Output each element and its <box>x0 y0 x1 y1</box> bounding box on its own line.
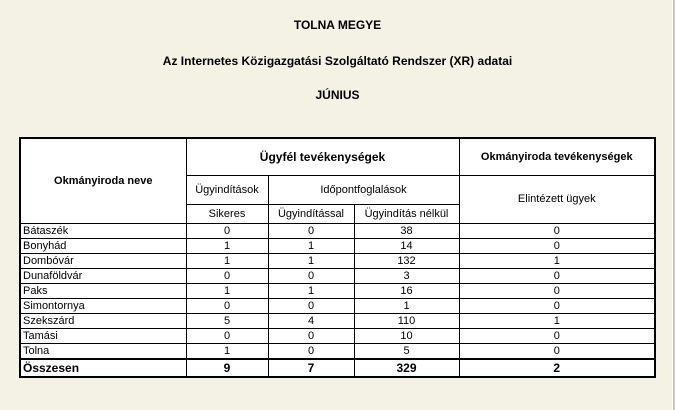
with-initiation-cell: 1 <box>268 254 354 269</box>
office-name-cell: Szekszárd <box>20 314 186 329</box>
table-row <box>20 329 655 344</box>
header-client-activities: Ügyfél tevékenységek <box>186 138 459 176</box>
handled-cell: 0 <box>459 299 655 314</box>
total-label-cell: Összesen <box>20 359 186 377</box>
header-handled-cases: Elintézett ügyek <box>459 176 655 224</box>
handled-cell: 0 <box>459 224 655 239</box>
without-initiation-cell: 16 <box>354 284 459 299</box>
with-initiation-cell: 0 <box>268 224 354 239</box>
without-initiation-cell: 132 <box>354 254 459 269</box>
header-successful: Sikeres <box>186 205 268 224</box>
without-initiation-cell: 38 <box>354 224 459 239</box>
table-row <box>20 299 655 314</box>
without-initiation-cell: 110 <box>354 314 459 329</box>
header-office-activities: Okmányiroda tevékenységek <box>459 138 655 176</box>
without-initiation-cell: 1 <box>354 299 459 314</box>
without-initiation-cell: 5 <box>354 344 459 360</box>
successful-cell: 0 <box>186 299 268 314</box>
office-name-cell: Tolna <box>20 344 186 360</box>
table-row <box>20 254 655 269</box>
statistics-table <box>19 137 656 378</box>
office-name-cell: Bátaszék <box>20 224 186 239</box>
with-initiation-cell: 0 <box>268 329 354 344</box>
without-initiation-cell: 14 <box>354 239 459 254</box>
header-office-name: Okmányiroda neve <box>20 138 186 224</box>
office-name-cell: Bonyhád <box>20 239 186 254</box>
office-name-cell: Tamási <box>20 329 186 344</box>
total-with-initiation-cell: 7 <box>268 359 354 377</box>
handled-cell: 0 <box>459 269 655 284</box>
with-initiation-cell: 4 <box>268 314 354 329</box>
handled-cell: 0 <box>459 344 655 360</box>
with-initiation-cell: 0 <box>268 344 354 360</box>
total-without-initiation-cell: 329 <box>354 359 459 377</box>
handled-cell: 0 <box>459 329 655 344</box>
successful-cell: 5 <box>186 314 268 329</box>
handled-cell: 1 <box>459 314 655 329</box>
header-with-initiation: Ügyindítással <box>268 205 354 224</box>
with-initiation-cell: 1 <box>268 239 354 254</box>
total-successful-cell: 9 <box>186 359 268 377</box>
successful-cell: 0 <box>186 329 268 344</box>
table-row <box>20 239 655 254</box>
successful-cell: 0 <box>186 224 268 239</box>
total-handled-cell: 2 <box>459 359 655 377</box>
handled-cell: 1 <box>459 254 655 269</box>
handled-cell: 0 <box>459 284 655 299</box>
without-initiation-cell: 10 <box>354 329 459 344</box>
table-row <box>20 314 655 329</box>
month-title: JÚNIUS <box>315 88 360 102</box>
office-name-cell: Dombóvár <box>20 254 186 269</box>
successful-cell: 1 <box>186 344 268 360</box>
table-row <box>20 269 655 284</box>
report-subtitle: Az Internetes Közigazgatási Szolgáltató Rendszer (XR) adatai <box>162 54 513 68</box>
successful-cell: 1 <box>186 254 268 269</box>
table-row <box>20 224 655 239</box>
with-initiation-cell: 0 <box>268 269 354 284</box>
with-initiation-cell: 1 <box>268 284 354 299</box>
county-title: TOLNA MEGYE <box>293 18 382 32</box>
without-initiation-cell: 3 <box>354 269 459 284</box>
office-name-cell: Paks <box>20 284 186 299</box>
successful-cell: 0 <box>186 269 268 284</box>
header-row-1 <box>20 138 655 176</box>
table-row <box>20 344 655 360</box>
office-name-cell: Dunaföldvár <box>20 269 186 284</box>
successful-cell: 1 <box>186 284 268 299</box>
with-initiation-cell: 0 <box>268 299 354 314</box>
successful-cell: 1 <box>186 239 268 254</box>
header-case-initiations: Ügyindítások <box>186 176 268 205</box>
header-appointments: Időpontfoglalások <box>268 176 459 205</box>
office-name-cell: Simontornya <box>20 299 186 314</box>
table-row <box>20 284 655 299</box>
header-without-initiation: Ügyindítás nélkül <box>354 205 459 224</box>
total-row <box>20 359 655 377</box>
handled-cell: 0 <box>459 239 655 254</box>
